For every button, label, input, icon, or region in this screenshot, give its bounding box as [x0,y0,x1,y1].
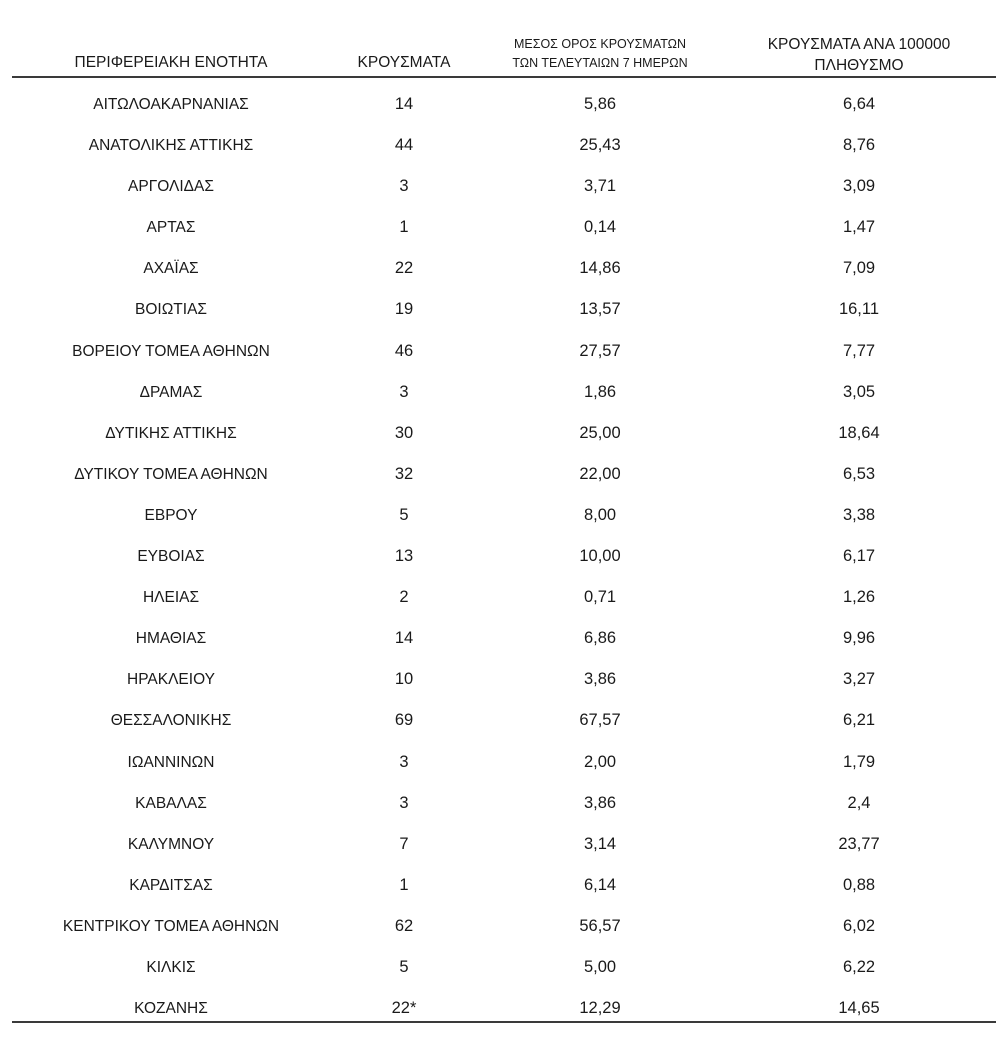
table-row [12,700,996,741]
cases-cell: 69 [394,711,414,730]
average-cell: 25,43 [579,136,621,155]
region-cell: ΕΥΒΟΙΑΣ [137,548,205,566]
region-cell: ΙΩΑΝΝΙΝΩΝ [127,753,215,771]
region-cell: ΑΧΑΪΑΣ [143,260,199,278]
cases-cell: 10 [394,670,414,689]
average-cell: 56,57 [579,916,621,935]
average-cell: 6,14 [583,875,617,894]
table-row [12,248,996,289]
table-row [12,824,996,865]
table-row [12,536,996,577]
per-100000-cell: 6,02 [842,916,876,935]
table-row [12,331,996,372]
region-cell: ΚΟΖΑΝΗΣ [134,1000,208,1018]
table-row [12,618,996,659]
per-100000-cell: 3,05 [842,382,876,401]
average-cell: 22,00 [579,464,621,483]
table-row [12,207,996,248]
cases-cell: 3 [399,793,409,812]
header-cases: ΚΡΟΥΣΜΑΤΑ [357,54,451,71]
table-header [12,30,996,78]
region-cell: ΕΒΡΟΥ [144,506,198,524]
average-cell: 5,86 [583,95,617,113]
table-row [12,454,996,495]
header-average-7-days [478,35,722,73]
table-row [12,289,996,330]
per-100000-cell: 1,26 [842,588,876,607]
average-cell: 12,29 [579,999,621,1018]
cases-cell: 44 [394,136,414,155]
table-row [12,865,996,906]
per-100000-cell: 3,27 [842,670,876,689]
average-cell: 2,00 [583,752,617,771]
per-100000-cell: 6,64 [842,95,876,113]
per-100000-cell: 23,77 [838,834,880,853]
average-cell: 25,00 [579,423,621,442]
header-per-line-1: ΚΡΟΥΣΜΑΤΑ ΑΝΑ 100000 [767,36,951,53]
cases-cell: 1 [399,218,409,237]
per-100000-cell: 7,77 [842,341,876,360]
average-cell: 67,57 [579,711,621,730]
average-cell: 5,00 [583,957,617,976]
cases-cell: 1 [399,875,409,894]
header-region: ΠΕΡΙΦΕΡΕΙΑΚΗ ΕΝΟΤΗΤΑ [74,54,268,71]
table-bottom-rule [12,1021,996,1023]
cases-cell: 32 [394,464,414,483]
per-100000-cell: 0,88 [842,875,876,894]
average-cell: 3,86 [583,793,617,812]
region-cell: ΚΙΛΚΙΣ [146,958,196,976]
header-average-line-2: ΤΩΝ ΤΕΛΕΥΤΑΙΩΝ 7 ΗΜΕΡΩΝ [512,56,688,70]
cases-cell: 5 [399,957,409,976]
per-100000-cell: 18,64 [838,423,880,442]
table-row [12,906,996,947]
table-row [12,84,996,125]
per-100000-cell: 1,79 [842,752,876,771]
cases-cell: 3 [399,752,409,771]
per-100000-cell: 14,65 [838,999,880,1018]
cases-cell: 30 [394,423,414,442]
region-cell: ΑΡΓΟΛΙΔΑΣ [128,178,214,196]
region-cell: ΗΡΑΚΛΕΙΟΥ [127,671,215,689]
header-cases-per-100000 [722,34,996,76]
average-cell: 3,14 [583,834,617,853]
per-100000-cell: 2,4 [847,793,871,812]
per-100000-cell: 6,53 [842,464,876,483]
table-row [12,166,996,207]
table-row [12,742,996,783]
table-row [12,495,996,536]
region-cell: ΘΕΣΣΑΛΟΝΙΚΗΣ [110,712,232,730]
cases-cell: 2 [399,588,409,607]
cases-cell: 5 [399,505,409,524]
region-cell: ΗΛΕΙΑΣ [142,589,200,607]
per-100000-cell: 6,21 [842,711,876,730]
table-row [12,659,996,700]
region-cell: ΚΑΒΑΛΑΣ [135,794,207,812]
per-100000-cell: 6,17 [842,547,876,566]
average-cell: 3,71 [583,177,617,196]
average-cell: 0,71 [583,588,617,607]
cases-table [12,30,996,1029]
header-per-line-2: ΠΛΗΘΥΣΜΟ [814,57,904,74]
average-cell: 6,86 [583,629,617,648]
per-100000-cell: 6,22 [842,957,876,976]
per-100000-cell: 1,47 [842,218,876,237]
cases-cell: 62 [394,916,414,935]
average-cell: 3,86 [583,670,617,689]
cases-cell: 14 [394,629,414,648]
region-cell: ΚΑΛΥΜΝΟΥ [127,835,215,853]
cases-cell: 19 [394,300,414,319]
cases-cell: 14 [394,95,414,113]
region-cell: ΒΟΙΩΤΙΑΣ [135,301,207,319]
cases-cell: 7 [399,834,409,853]
header-average-line-1: ΜΕΣΟΣ ΟΡΟΣ ΚΡΟΥΣΜΑΤΩΝ [513,37,687,51]
per-100000-cell: 7,09 [842,259,876,278]
per-100000-cell: 3,09 [842,177,876,196]
average-cell: 0,14 [583,218,617,237]
cases-cell: 3 [399,382,409,401]
cases-cell: 46 [394,341,414,360]
cases-cell: 13 [394,547,414,566]
cases-cell: 22 [394,259,414,278]
region-cell: ΚΑΡΔΙΤΣΑΣ [129,876,213,894]
average-cell: 10,00 [579,547,621,566]
region-cell: ΗΜΑΘΙΑΣ [135,630,207,648]
region-cell: ΔΡΑΜΑΣ [139,383,203,401]
cases-cell: 3 [399,177,409,196]
table-row [12,372,996,413]
region-cell: ΒΟΡΕΙΟΥ ΤΟΜΕΑ ΑΘΗΝΩΝ [72,342,270,360]
table-row [12,413,996,454]
average-cell: 1,86 [583,382,617,401]
average-cell: 13,57 [579,300,621,319]
region-cell: ΑΡΤΑΣ [146,219,196,237]
region-cell: ΔΥΤΙΚΟΥ ΤΟΜΕΑ ΑΘΗΝΩΝ [74,465,268,483]
region-cell: ΑΝΑΤΟΛΙΚΗΣ ΑΤΤΙΚΗΣ [88,137,254,155]
per-100000-cell: 16,11 [838,300,880,319]
region-cell: ΔΥΤΙΚΗΣ ΑΤΤΙΚΗΣ [105,424,237,442]
region-cell: ΚΕΝΤΡΙΚΟΥ ΤΟΜΕΑ ΑΘΗΝΩΝ [62,917,280,935]
per-100000-cell: 8,76 [842,136,876,155]
table-row [12,783,996,824]
cases-cell: 22* [391,999,417,1018]
per-100000-cell: 3,38 [842,505,876,524]
region-cell: ΑΙΤΩΛΟΑΚΑΡΝΑΝΙΑΣ [93,96,249,113]
table-row [12,577,996,618]
average-cell: 27,57 [579,341,621,360]
table-row [12,125,996,166]
per-100000-cell: 9,96 [842,629,876,648]
table-body [12,84,996,1029]
table-row [12,947,996,988]
average-cell: 8,00 [583,505,617,524]
average-cell: 14,86 [579,259,621,278]
